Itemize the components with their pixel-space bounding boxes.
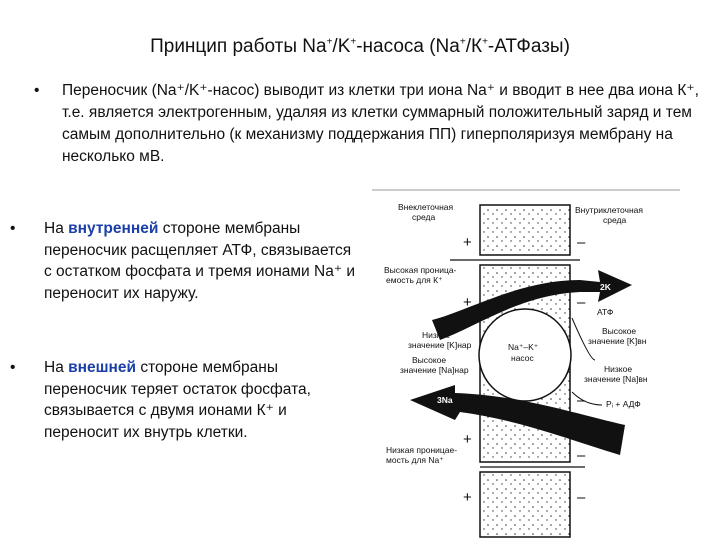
svg-text:–: – xyxy=(577,447,586,464)
label-low-na: значение [Na]вн xyxy=(584,374,648,384)
label-extracellular: среда xyxy=(412,212,436,222)
label-low-perm-na: мость для Na⁺ xyxy=(386,455,444,465)
svg-text:+: + xyxy=(463,431,472,448)
svg-text:–: – xyxy=(577,294,586,311)
bullet-icon: • xyxy=(10,359,16,376)
na-arrow-label: 3Na xyxy=(437,395,453,405)
slide-title: Принцип работы Na+/K+-насоса (Na+/К+-АТФазы) xyxy=(150,36,570,57)
label-atp: АТФ xyxy=(597,307,614,317)
label-low-perm-na: Низкая проницае- xyxy=(386,445,458,455)
svg-text:–: – xyxy=(577,489,586,506)
bullet-main-text: Переносчик (Na⁺/K⁺-насос) выводит из клетки три иона Na⁺ и вводит в нее два иона К⁺, т.е. является электрогенным, удаляя из клетки суммарный положительный заряд и тем самым дополнительно (к механизму поддержания ПП) гиперполяризуя мембрану на несколько мВ. xyxy=(62,82,699,165)
label-products: Pᵢ + АДФ xyxy=(606,399,641,409)
svg-text:–: – xyxy=(577,234,586,251)
bullet-icon: • xyxy=(10,220,16,237)
label-high-k: значение [K]вн xyxy=(588,336,647,346)
bullet-outer: • На внешней стороне мембраны переносчик теряет остаток фосфата, связывается с двумя ионами К⁺ и переносит их внутрь клетки. xyxy=(10,359,311,441)
svg-text:+: + xyxy=(463,234,472,251)
label-high-k: Высокое xyxy=(602,326,637,336)
label-high-perm-k: емость для К⁺ xyxy=(386,275,443,285)
bullet-icon: • xyxy=(34,82,40,99)
label-pump: насос xyxy=(511,353,534,363)
bullet-inner: • На внутренней стороне мембраны переносчик расщепляет АТФ, связывается с остатком фосфата и тремя ионами Na⁺ и переносит их наружу. xyxy=(10,220,355,302)
svg-text:+: + xyxy=(463,489,472,506)
label-intracellular: Внутриклеточная xyxy=(575,205,643,215)
label-intracellular: среда xyxy=(603,215,627,225)
label-low-na: Низкое xyxy=(604,364,633,374)
k-arrow-label: 2K xyxy=(600,282,611,292)
label-high-na: Высокое xyxy=(412,355,447,365)
svg-text:+: + xyxy=(463,294,472,311)
label-high-na: значение [Na]нар xyxy=(400,365,469,375)
highlight-inner: внутренней xyxy=(68,220,159,237)
label-pump: Na⁺–K⁺ xyxy=(508,342,539,352)
svg-text:–: – xyxy=(577,392,586,409)
label-high-perm-k: Высокая проница- xyxy=(384,265,457,275)
label-low-k: значение [K]нар xyxy=(408,340,472,350)
highlight-outer: внешней xyxy=(68,359,137,376)
label-extracellular: Внеклеточная xyxy=(398,202,454,212)
label-low-k: Низкое xyxy=(422,330,451,340)
